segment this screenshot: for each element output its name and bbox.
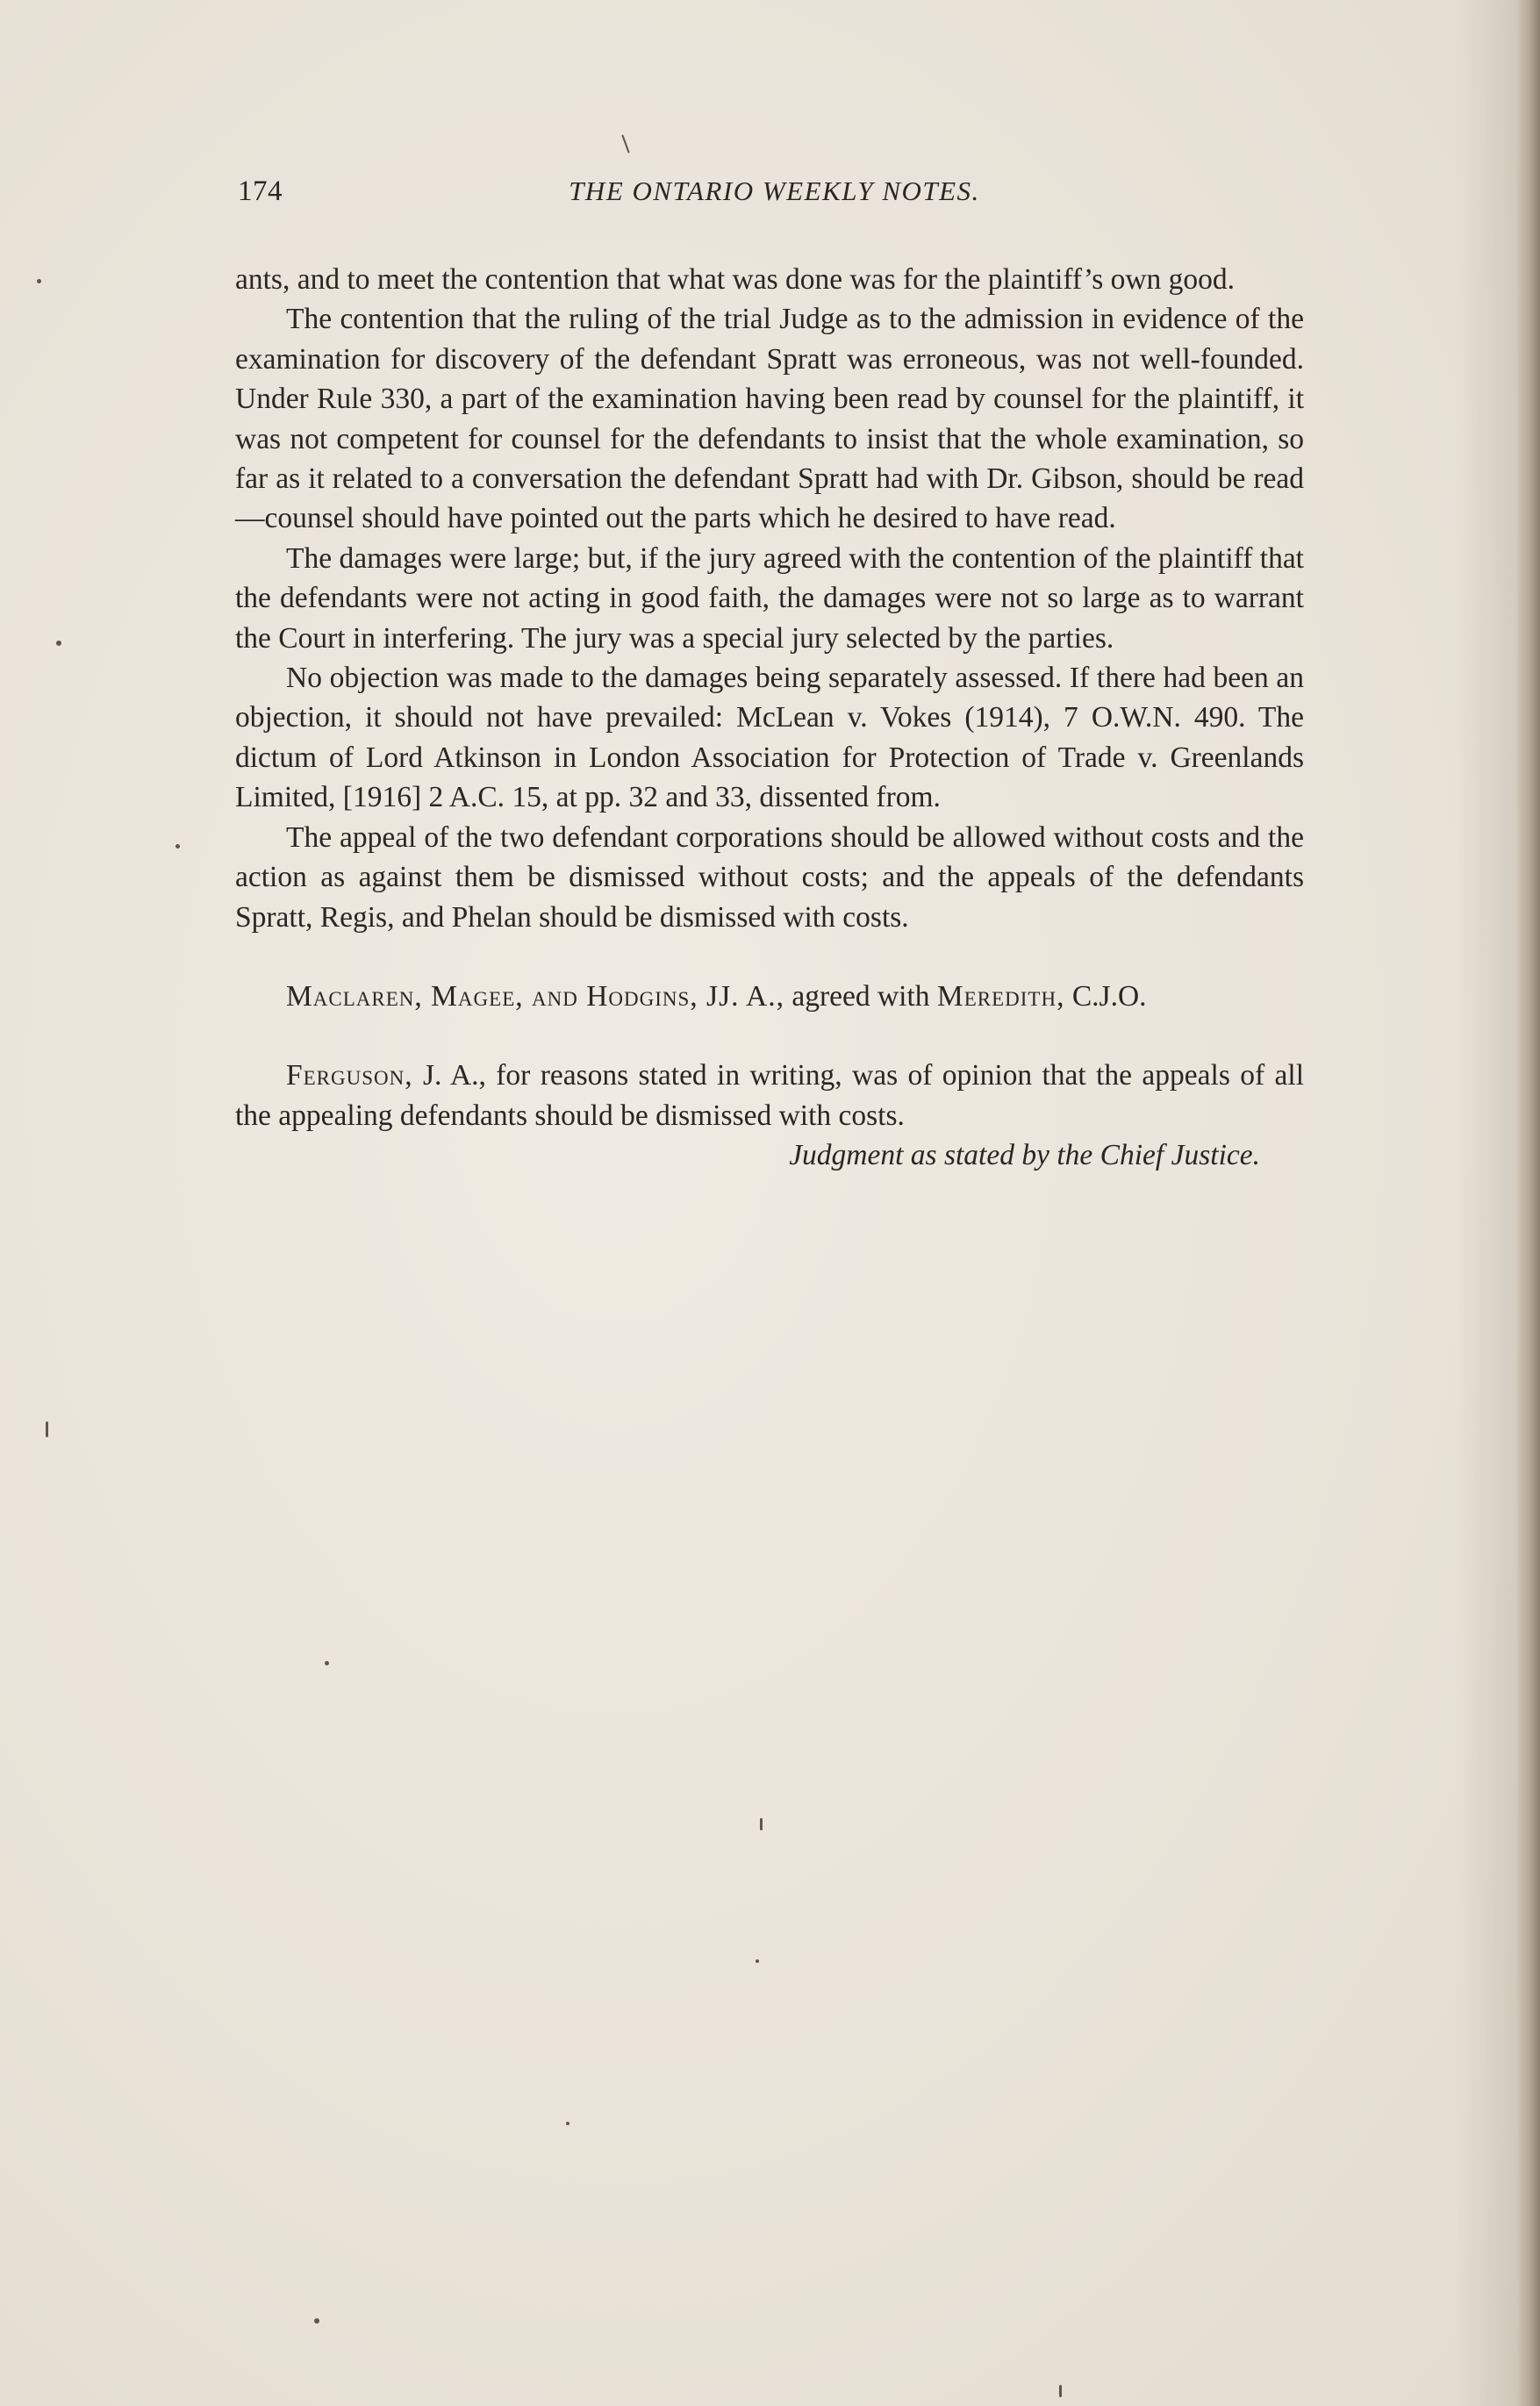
paper-speck (760, 1818, 763, 1830)
paper-speck (37, 279, 41, 283)
paragraph-separate-assessment: No objection was made to the damages being separately assessed. If there had been an objection, it should not have prevailed: McLean v. Vokes (1914), 7 O.W.N. 490. The dictum of Lord Atkinson in London Association for Protection of Trade v. Greenlands Limited, [1916] 2 A.C. 15, at pp. 32 and 33, dissented from. (235, 662, 1304, 814)
paper-speck (756, 1959, 759, 1963)
page-header (238, 175, 1302, 219)
judgment-line: Judgment as stated by the Chief Justice. (789, 1139, 1260, 1172)
paper-speck (46, 1421, 48, 1437)
paper-speck (325, 1661, 329, 1665)
paragraph-dissent (235, 1056, 1304, 1135)
concurring-judges: Maclaren, Magee, and Hodgins, JJ. A., (286, 979, 784, 1013)
paragraph-damages: The damages were large; but, if the jury agreed with the contention of the plaintiff that the defendants were not acting in good faith, the damages were not so large as to warrant the Court in interfering. The jury was a special jury selected by the parties. (235, 541, 1304, 655)
chief-justice-name: Meredith, (936, 979, 1065, 1013)
paper-speck (621, 134, 629, 153)
page-gutter-shadow (1456, 0, 1517, 2406)
paper-speck (314, 2318, 319, 2324)
body-text (235, 260, 1304, 1176)
paper-speck (56, 641, 61, 646)
paragraph-appeal-disposition: The appeal of the two defendant corporations should be allowed without costs and the action as against them be dismissed without costs; and the appeals of the defendants Spratt, Regis, and Phelan should be dismissed with costs. (235, 820, 1304, 934)
page-number: 174 (238, 175, 283, 207)
paragraph-concurrence (235, 977, 1304, 1016)
chief-justice-title: C.J.O. (1064, 979, 1147, 1013)
paragraph-continuation: ants, and to meet the contention that what was done was for the plaintiff’s own good. (235, 263, 1236, 296)
paper-speck (566, 2122, 569, 2125)
paper-speck (175, 844, 180, 849)
paper-speck (1059, 2385, 1062, 2397)
paragraph-evidence-ruling: The contention that the ruling of the trial Judge as to the admission in evidence of the examination for discovery of the defendant Spratt was erroneous, was not well-founded. Under Rule 330, a part of the examination having been read by counsel for the plaintiff, it was not competent for counsel for the defendants to insist that the whole examination, so far as it related to a conversation the defendant Spratt had with Dr. Gibson, should be read—counsel should have pointed out the parts which he desired to have read. (235, 303, 1304, 535)
dissenting-judge: Ferguson, (286, 1059, 413, 1092)
page-edge (1517, 0, 1540, 2406)
dissent-text: J. A., for reasons stated in writing, was of opinion that the appeals of all the appealing defendants should be dismissed with costs. (235, 1059, 1304, 1132)
running-title: THE ONTARIO WEEKLY NOTES. (569, 175, 980, 206)
concurrence-text: agreed with (784, 979, 937, 1013)
